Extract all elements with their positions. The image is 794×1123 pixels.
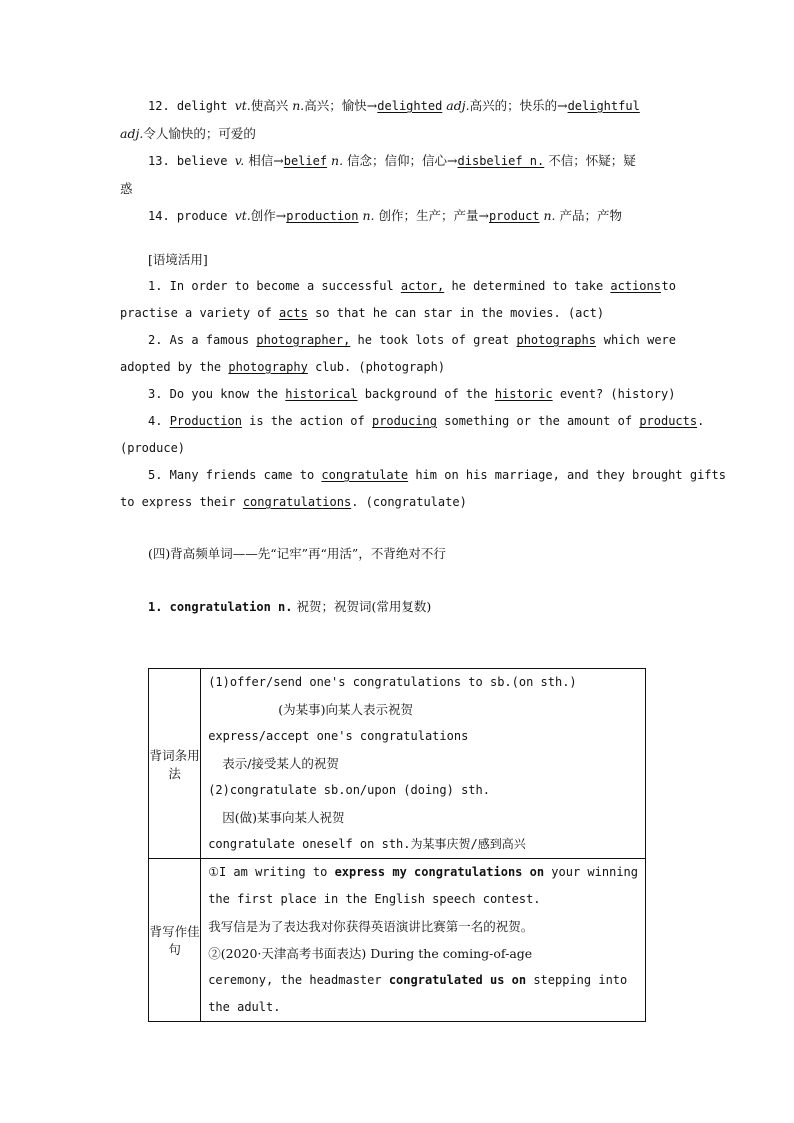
pos-label: n. <box>539 208 556 223</box>
word-text: 创作；生产；产量→ <box>374 208 489 223</box>
key-phrase: express my congratulations on <box>334 865 545 879</box>
context-sentence-4-cont: (produce) <box>120 441 186 455</box>
row-label: 背写作佳句 <box>149 859 201 1022</box>
word-item-12 <box>120 92 676 120</box>
entry-word: 1. congratulation n. <box>148 600 293 614</box>
table-row <box>149 669 646 859</box>
vocab-table <box>148 668 646 1022</box>
entry-definition: 祝贺；祝贺词(常用复数) <box>292 599 432 614</box>
word-text: 12. delight <box>148 99 235 113</box>
word-item-13 <box>120 147 676 175</box>
pos-label: n. <box>292 98 305 113</box>
word-text: 信念；信仰；信心→ <box>343 153 458 168</box>
answer-blank: photography <box>228 360 308 374</box>
answer-blank: historic <box>494 387 553 401</box>
word-text: 13. believe <box>148 154 235 168</box>
usage-cell: (1)offer/send one's congratulations to sb.(on sth.) (为某事)向某人表示祝贺 express/accept one's congratulations 表示/接受某人的祝贺 (2)congratulate sb.on/upon (doing) sth. 因(做)某事向某人祝贺 congratulate oneself on sth.为某事庆贺/感到高兴 <box>201 669 646 859</box>
context-sentence-3: 3. Do you know the historical background of the historic event? (history) <box>148 387 676 401</box>
answer-blank: acts <box>278 306 308 320</box>
pos-label: v. <box>234 153 245 168</box>
pos-label: n. <box>327 153 344 168</box>
answer-blank: belief <box>283 154 328 168</box>
word-text: 相信→ <box>244 153 284 168</box>
word-text: 惑 <box>120 181 133 196</box>
key-phrase: congratulated us on <box>388 973 527 987</box>
context-sentence-4: 4. Production is the action of producing something or the amount of products. <box>148 414 705 428</box>
word-text: 产品；产物 <box>555 208 623 223</box>
pos-label: n. <box>358 208 375 223</box>
context-sentence-5-cont: to express their congratulations. (congratulate) <box>120 495 467 509</box>
pos-label: adj. <box>120 126 144 141</box>
answer-blank: production <box>286 209 359 223</box>
page-content <box>120 92 726 621</box>
context-sentence-2-cont: adopted by the photography club. (photograph) <box>120 360 446 374</box>
answer-blank: photographer, <box>256 333 351 347</box>
answer-blank: delightful <box>567 99 640 113</box>
answer-blank: Production <box>169 414 242 428</box>
table-row <box>149 859 646 1022</box>
word-text: 不信；怀疑；疑 <box>544 153 636 168</box>
word-text: 高兴；愉快→ <box>304 98 378 113</box>
answer-blank: product <box>488 209 540 223</box>
answer-blank: historical <box>285 387 358 401</box>
word-text: 令人愉快的；可爱的 <box>143 126 256 141</box>
answer-blank: photographs <box>516 333 596 347</box>
context-sentence-2: 2. As a famous photographer, he took lots of great photographs which were <box>148 333 676 347</box>
word-item-14 <box>120 202 676 230</box>
pos-label: vt. <box>234 208 251 223</box>
answer-blank: actions <box>610 279 661 293</box>
word-item-13-cont <box>120 175 676 202</box>
answer-blank: delighted <box>377 99 443 113</box>
context-sentence-5: 5. Many friends came to congratulate him on his marriage, and they brought gifts <box>148 468 726 482</box>
entry-heading <box>120 593 676 621</box>
word-text: 14. produce <box>148 209 235 223</box>
answer-blank: products <box>639 414 698 428</box>
pos-label: adj. <box>442 98 470 113</box>
answer-blank: actor, <box>400 279 445 293</box>
answer-blank: disbelief n. <box>457 154 545 168</box>
word-text: 高兴的；快乐的→ <box>469 98 568 113</box>
sentence-cell: ①I am writing to express my congratulations on your winning the first place in the English speech contest. 我写信是为了表达我对你获得英语演讲比赛第一名的祝贺。 ②(2020·天津高考书面表达) During the coming-of-age ceremony, the headmaster congratulated us on stepping into the adult. <box>201 859 646 1022</box>
row-label: 背词条用法 <box>149 669 201 859</box>
context-heading: [语境活用] <box>148 252 208 267</box>
word-text: 使高兴 <box>250 98 293 113</box>
context-sentence-1: 1. In order to become a successful actor, he determined to take actions to <box>148 279 676 293</box>
answer-blank: producing <box>371 414 438 428</box>
context-sentence-1-cont: practise a variety of acts so that he can star in the movies. (act) <box>120 306 605 320</box>
word-text: 创作→ <box>250 208 287 223</box>
section-title: (四)背高频单词——先“记牢”再“用活”，不背绝对不行 <box>148 546 446 561</box>
pos-label: vt. <box>234 98 251 113</box>
answer-blank: congratulate <box>321 468 409 482</box>
answer-blank: congratulations <box>242 495 352 509</box>
word-item-12-cont <box>120 120 676 147</box>
